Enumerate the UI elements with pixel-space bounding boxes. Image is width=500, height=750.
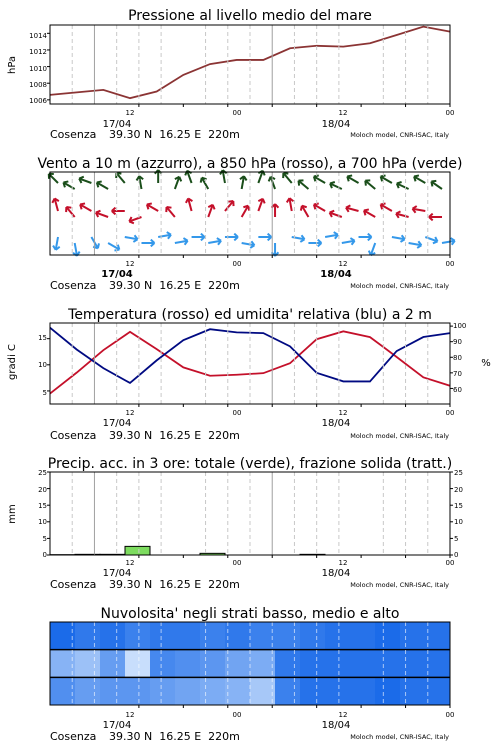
date-label: 17/04 — [101, 269, 133, 280]
x-tick-label: 00 — [232, 260, 242, 268]
cloud-cell — [100, 650, 126, 678]
date-label: 17/04 — [102, 720, 132, 731]
wind-barb — [192, 234, 205, 241]
cloud-cell — [325, 622, 351, 650]
date-label: 17/04 — [102, 119, 132, 130]
cloud-cell — [125, 622, 151, 650]
wind-barb — [242, 241, 255, 248]
wind-barb — [91, 237, 99, 248]
x-tick-label: 00 — [232, 109, 242, 117]
location-name: Cosenza — [50, 578, 97, 591]
wind-barb — [137, 176, 144, 189]
cloud-cell — [400, 650, 426, 678]
wind-barb — [381, 175, 392, 183]
location-name: Cosenza — [50, 279, 97, 292]
cloud-cell — [400, 677, 426, 705]
wind-barb — [129, 217, 141, 223]
wind-barb — [108, 243, 119, 251]
x-tick-label: 00 — [445, 260, 455, 268]
wind-barb — [429, 214, 442, 221]
wind-barb — [52, 198, 59, 211]
wind-barb — [301, 206, 309, 217]
cloud-cell — [100, 677, 126, 705]
wind-barb — [409, 241, 422, 248]
wind-barb — [292, 235, 305, 242]
model-source: Moloch model, CNR-ISAC, Italy — [350, 131, 449, 139]
humidity-ytick: 100 — [453, 322, 467, 330]
x-tick-label: 00 — [445, 559, 455, 567]
date-label: 18/04 — [321, 720, 351, 731]
wind-barb — [147, 203, 158, 211]
wind-barb — [225, 234, 238, 241]
wind-barb — [330, 182, 342, 189]
cloud-cell — [150, 677, 176, 705]
wind-barb — [208, 205, 214, 217]
cloud-cell — [325, 650, 351, 678]
date-label: 17/04 — [102, 568, 132, 579]
cloud-cell — [300, 622, 326, 650]
x-tick-label: 12 — [338, 260, 348, 268]
wind-barb — [369, 243, 375, 255]
location-name: Cosenza — [50, 429, 97, 442]
precip-ytick: 15 — [38, 502, 47, 510]
cloud-cell — [250, 622, 276, 650]
wind-barb — [397, 182, 409, 189]
wind-barb — [141, 240, 154, 247]
x-tick-label: 12 — [125, 109, 135, 117]
wind-barb — [258, 171, 264, 183]
wind-barb — [283, 173, 292, 183]
cloud-cell — [150, 622, 176, 650]
precip-ytick-right: 5 — [454, 535, 459, 543]
cloud-cell — [300, 677, 326, 705]
wind-title: Vento a 10 m (azzurro), a 850 hPa (rosso), a 700 hPa (verde) — [37, 156, 463, 172]
cloud-cell — [125, 650, 151, 678]
cloud-cell — [50, 622, 76, 650]
wind-barb — [125, 235, 138, 242]
cloud-cell — [225, 677, 251, 705]
wind-barb — [342, 238, 355, 245]
humidity-ylabel: % — [481, 358, 491, 369]
x-tick-label: 00 — [232, 559, 242, 567]
wind-barb — [116, 173, 125, 183]
x-tick-label: 12 — [125, 409, 135, 417]
cloud-cell — [275, 650, 301, 678]
temp-ylabel: gradi C — [7, 344, 18, 380]
x-tick-label: 12 — [125, 711, 135, 719]
model-source: Moloch model, CNR-ISAC, Italy — [350, 432, 449, 440]
precip-ytick-right: 25 — [454, 469, 463, 477]
location-coords: 39.30 N 16.25 E 220m — [109, 429, 240, 442]
wind-barb — [66, 207, 75, 217]
pressure-ylabel: hPa — [7, 55, 18, 75]
cloud-cell — [250, 650, 276, 678]
wind-barb — [96, 211, 108, 217]
temp-ytick: 10 — [38, 361, 47, 369]
wind-barb — [347, 175, 358, 183]
precip-ytick: 25 — [38, 469, 47, 477]
precip-bar — [125, 546, 150, 555]
location-name: Cosenza — [50, 128, 97, 141]
wind-barb — [158, 232, 171, 239]
model-source: Moloch model, CNR-ISAC, Italy — [350, 282, 449, 290]
cloud-cell — [175, 650, 201, 678]
model-source: Moloch model, CNR-ISAC, Italy — [350, 581, 449, 589]
cloud-cell — [300, 650, 326, 678]
precip-title: Precip. acc. in 3 ore: totale (verde), frazione solida (tratt.) — [47, 456, 453, 472]
cloud-cell — [50, 650, 76, 678]
precip-ylabel: mm — [7, 504, 18, 524]
precip-ytick: 5 — [42, 535, 47, 543]
cloud-cell — [175, 677, 201, 705]
wind-barb — [240, 176, 247, 189]
location-name: Cosenza — [50, 730, 97, 743]
pressure-title: Pressione al livello medio del mare — [128, 8, 372, 24]
wind-barb — [392, 235, 405, 242]
precip-ytick: 20 — [38, 486, 47, 494]
cloud-cell — [225, 622, 251, 650]
cloud-cell — [375, 650, 401, 678]
cloud-cell — [425, 650, 451, 678]
wind-barb — [208, 238, 221, 245]
date-label: 18/04 — [321, 418, 351, 429]
wind-barb — [80, 203, 91, 211]
wind-barb — [242, 206, 250, 217]
x-tick-label: 12 — [125, 559, 135, 567]
wind-barb — [225, 201, 234, 211]
wind-barb — [442, 238, 455, 245]
wind-barb — [287, 198, 294, 211]
pressure-ytick: 1012 — [29, 48, 47, 56]
pressure-ytick: 1008 — [29, 81, 47, 89]
cloud-cell — [75, 677, 101, 705]
wind-barb — [258, 199, 264, 211]
wind-barb — [330, 211, 342, 217]
location-coords: 39.30 N 16.25 E 220m — [109, 279, 240, 292]
cloud-title: Nuvolosita' negli strati basso, medio e alto — [100, 606, 400, 622]
x-tick-label: 12 — [338, 109, 348, 117]
wind-barb — [186, 198, 193, 211]
cloud-cell — [175, 622, 201, 650]
x-tick-label: 12 — [338, 409, 348, 417]
cloud-cell — [125, 677, 151, 705]
pressure-ytick: 1006 — [29, 97, 47, 105]
wind-barb — [364, 209, 375, 217]
cloud-cell — [200, 650, 226, 678]
x-tick-label: 12 — [338, 711, 348, 719]
wind-barb — [166, 207, 175, 217]
cloud-cell — [75, 622, 101, 650]
cloud-cell — [375, 622, 401, 650]
cloud-cell — [250, 677, 276, 705]
wind-barb — [425, 237, 437, 243]
wind-barb — [314, 203, 325, 211]
temp-ytick: 15 — [38, 334, 47, 342]
cloud-cell — [200, 677, 226, 705]
cloud-cell — [225, 650, 251, 678]
wind-barb — [314, 175, 325, 183]
temp-ytick: 5 — [42, 389, 47, 397]
x-tick-label: 00 — [445, 409, 455, 417]
precip-ytick-right: 0 — [454, 551, 459, 559]
wind-barb — [201, 178, 209, 189]
wind-barb — [63, 181, 74, 189]
wind-barb — [79, 177, 91, 183]
humidity-ytick: 70 — [453, 370, 462, 378]
wind-barb — [97, 181, 108, 189]
wind-barb — [298, 180, 308, 189]
cloud-cell — [75, 650, 101, 678]
x-tick-label: 12 — [125, 260, 135, 268]
precip-ytick: 0 — [42, 551, 47, 559]
temp-plot-frame — [50, 323, 450, 404]
date-label: 18/04 — [321, 119, 351, 130]
wind-barb — [413, 206, 426, 213]
wind-barb — [185, 171, 191, 183]
cloud-cell — [350, 650, 376, 678]
cloud-cell — [50, 677, 76, 705]
location-coords: 39.30 N 16.25 E 220m — [109, 128, 240, 141]
cloud-cell — [425, 622, 451, 650]
cloud-cell — [325, 677, 351, 705]
date-label: 17/04 — [102, 418, 132, 429]
wind-barb — [175, 177, 181, 189]
precip-ytick-right: 15 — [454, 502, 463, 510]
cloud-cell — [275, 677, 301, 705]
x-tick-label: 00 — [232, 711, 242, 719]
cloud-cell — [400, 622, 426, 650]
precip-ytick: 10 — [38, 518, 47, 526]
cloud-cell — [150, 650, 176, 678]
x-tick-label: 00 — [445, 711, 455, 719]
wind-barb — [73, 243, 80, 256]
temp-title: Temperatura (rosso) ed umidita' relativa (blu) a 2 m — [68, 307, 432, 323]
location-coords: 39.30 N 16.25 E 220m — [109, 578, 240, 591]
wind-barb — [365, 180, 375, 189]
wind-barb — [414, 175, 425, 183]
wind-barb — [325, 232, 338, 239]
cloud-cell — [275, 622, 301, 650]
wind-barb — [346, 205, 359, 212]
wind-barb — [53, 237, 60, 250]
cloud-cell — [425, 677, 451, 705]
pressure-ytick: 1010 — [29, 65, 47, 73]
x-tick-label: 12 — [338, 559, 348, 567]
cloud-cell — [100, 622, 126, 650]
wind-barb — [396, 211, 409, 218]
date-label: 18/04 — [320, 269, 352, 280]
model-source: Moloch model, CNR-ISAC, Italy — [350, 733, 449, 741]
precip-ytick-right: 10 — [454, 518, 463, 526]
cloud-cell — [350, 677, 376, 705]
pressure-ytick: 1014 — [29, 32, 47, 40]
wind-barb — [381, 203, 392, 211]
humidity-ytick: 60 — [453, 386, 462, 394]
wind-barb — [308, 240, 321, 247]
x-tick-label: 00 — [445, 109, 455, 117]
wind-barb — [359, 234, 372, 241]
cloud-cell — [375, 677, 401, 705]
wind-barb — [431, 181, 442, 189]
humidity-ytick: 90 — [453, 338, 462, 346]
cloud-cell — [200, 622, 226, 650]
humidity-ytick: 80 — [453, 354, 462, 362]
location-coords: 39.30 N 16.25 E 220m — [109, 730, 240, 743]
x-tick-label: 00 — [232, 409, 242, 417]
cloud-cell — [350, 622, 376, 650]
wind-barb — [258, 234, 271, 241]
wind-barb — [175, 238, 188, 245]
date-label: 18/04 — [321, 568, 351, 579]
precip-ytick-right: 20 — [454, 486, 463, 494]
wind-barb — [112, 208, 125, 215]
